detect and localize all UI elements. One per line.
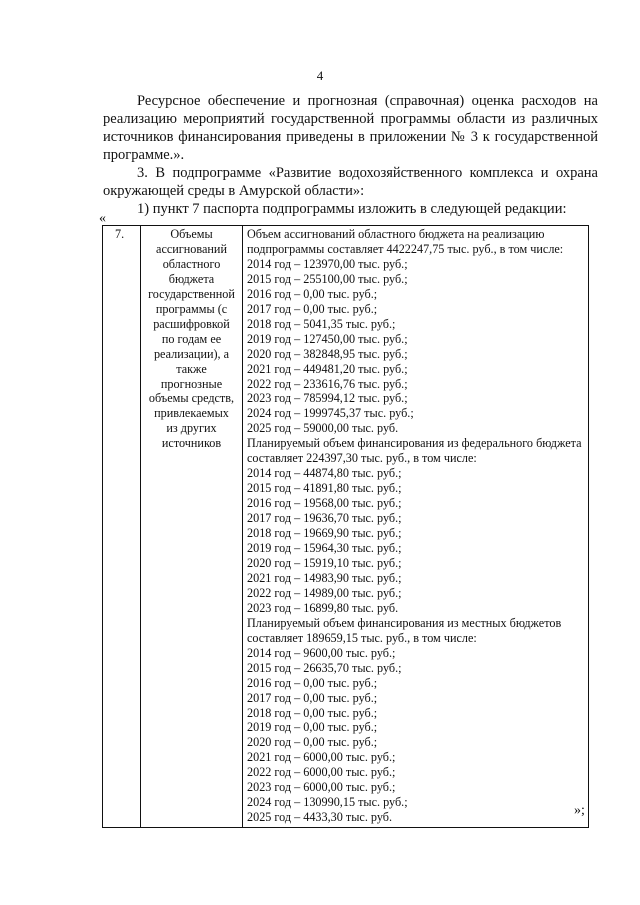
text-line: областного [162, 256, 221, 271]
text-line: из других [166, 421, 217, 436]
text-line: 2023 год – 785994,12 тыс. руб.; [247, 391, 408, 406]
text-line: 2020 год – 382848,95 тыс. руб.; [247, 346, 408, 361]
text-line: расшифровкой [153, 316, 230, 331]
text-line: 2021 год – 449481,20 тыс. руб.; [247, 361, 408, 376]
text-line: составляет 224397,30 тыс. руб., в том числе: [247, 451, 477, 466]
text-line: бюджета [168, 271, 215, 286]
text-line: 2021 год – 6000,00 тыс. руб.; [247, 750, 396, 765]
text-line: 2020 год – 0,00 тыс. руб.; [247, 735, 378, 750]
text-line: Объемы [170, 227, 213, 241]
text-line: 2020 год – 15919,10 тыс. руб.; [247, 555, 402, 570]
text-line: составляет 189659,15 тыс. руб., в том числе: [247, 630, 477, 645]
text-line: 2023 год – 6000,00 тыс. руб.; [247, 780, 396, 795]
intro-text [103, 92, 598, 218]
closing-quote: »; [574, 803, 585, 818]
text-line: Планируемый объем финансирования из местных бюджетов [247, 615, 562, 630]
text-line: 2019 год – 15964,30 тыс. руб.; [247, 541, 402, 556]
text-line: по годам ее [161, 331, 222, 346]
passport-table [102, 225, 589, 828]
text-line: 2018 год – 0,00 тыс. руб.; [247, 705, 378, 720]
row-content-cell [243, 226, 589, 828]
table-row [103, 226, 589, 828]
intro-paragraph-2: 3. В подпрограмме «Развитие водохозяйственного комплекса и охрана окружающей среды в Амурской области»: [103, 165, 598, 199]
text-line: 2019 год – 127450,00 тыс. руб.; [247, 331, 408, 346]
text-line: 2015 год – 41891,80 тыс. руб.; [247, 481, 402, 496]
text-line: 2015 год – 26635,70 тыс. руб.; [247, 660, 402, 675]
text-line: 2016 год – 0,00 тыс. руб.; [247, 286, 378, 301]
text-line: 2015 год – 255100,00 тыс. руб.; [247, 271, 408, 286]
text-line: 2014 год – 44874,80 тыс. руб.; [247, 466, 402, 481]
text-line: 2014 год – 9600,00 тыс. руб.; [247, 645, 396, 660]
text-line: источников [161, 436, 222, 451]
text-line: 2025 год – 59000,00 тыс. руб. [247, 421, 399, 436]
row-number-cell: 7. [103, 226, 141, 828]
text-line: объемы средств, [148, 391, 235, 406]
text-line: Планируемый объем финансирования из федерального бюджета [247, 436, 582, 451]
text-line: 2024 год – 130990,15 тыс. руб.; [247, 795, 408, 810]
text-line: 2017 год – 19636,70 тыс. руб.; [247, 511, 402, 526]
text-line: 2022 год – 14989,00 тыс. руб.; [247, 585, 402, 600]
text-line: 2017 год – 0,00 тыс. руб.; [247, 301, 378, 316]
text-line: государственной [148, 286, 235, 301]
text-line: Объем ассигнований областного бюджета на реализацию [247, 227, 545, 241]
text-line: 2018 год – 19669,90 тыс. руб.; [247, 526, 402, 541]
text-line: ассигнований [156, 241, 227, 256]
text-line: 2022 год – 6000,00 тыс. руб.; [247, 765, 396, 780]
page-number: 4 [316, 68, 324, 83]
text-line: 2016 год – 19568,00 тыс. руб.; [247, 496, 402, 511]
text-line: прогнозные [160, 376, 223, 391]
text-line: 2023 год – 16899,80 тыс. руб. [247, 600, 399, 615]
text-line: 2016 год – 0,00 тыс. руб.; [247, 675, 378, 690]
text-line: 2025 год – 4433,30 тыс. руб. [247, 810, 393, 825]
text-line: 2014 год – 123970,00 тыс. руб.; [247, 256, 408, 271]
text-line: 2024 год – 1999745,37 тыс. руб.; [247, 406, 414, 421]
text-line: 2021 год – 14983,90 тыс. руб.; [247, 570, 402, 585]
intro-paragraph-1: Ресурсное обеспечение и прогнозная (справочная) оценка расходов на реализацию мероприятий государственной программы области из различных источников финансирования приведены в приложении № 3 к государственной программе.». [103, 93, 598, 163]
row-label-cell [141, 226, 243, 828]
text-line: 2022 год – 233616,76 тыс. руб.; [247, 376, 408, 391]
text-line: привлекаемых [154, 406, 229, 421]
text-line: 2018 год – 5041,35 тыс. руб.; [247, 316, 396, 331]
opening-quote: « [99, 211, 106, 226]
text-line: также [176, 361, 207, 376]
text-line: 2019 год – 0,00 тыс. руб.; [247, 720, 378, 735]
text-line: программы (с [155, 301, 228, 316]
text-line: реализации), а [153, 346, 230, 361]
text-line: подпрограммы составляет 4422247,75 тыс. руб., в том числе: [247, 241, 564, 256]
intro-paragraph-3: 1) пункт 7 паспорта подпрограммы изложить в следующей редакции: [137, 201, 567, 217]
text-line: 2017 год – 0,00 тыс. руб.; [247, 690, 378, 705]
